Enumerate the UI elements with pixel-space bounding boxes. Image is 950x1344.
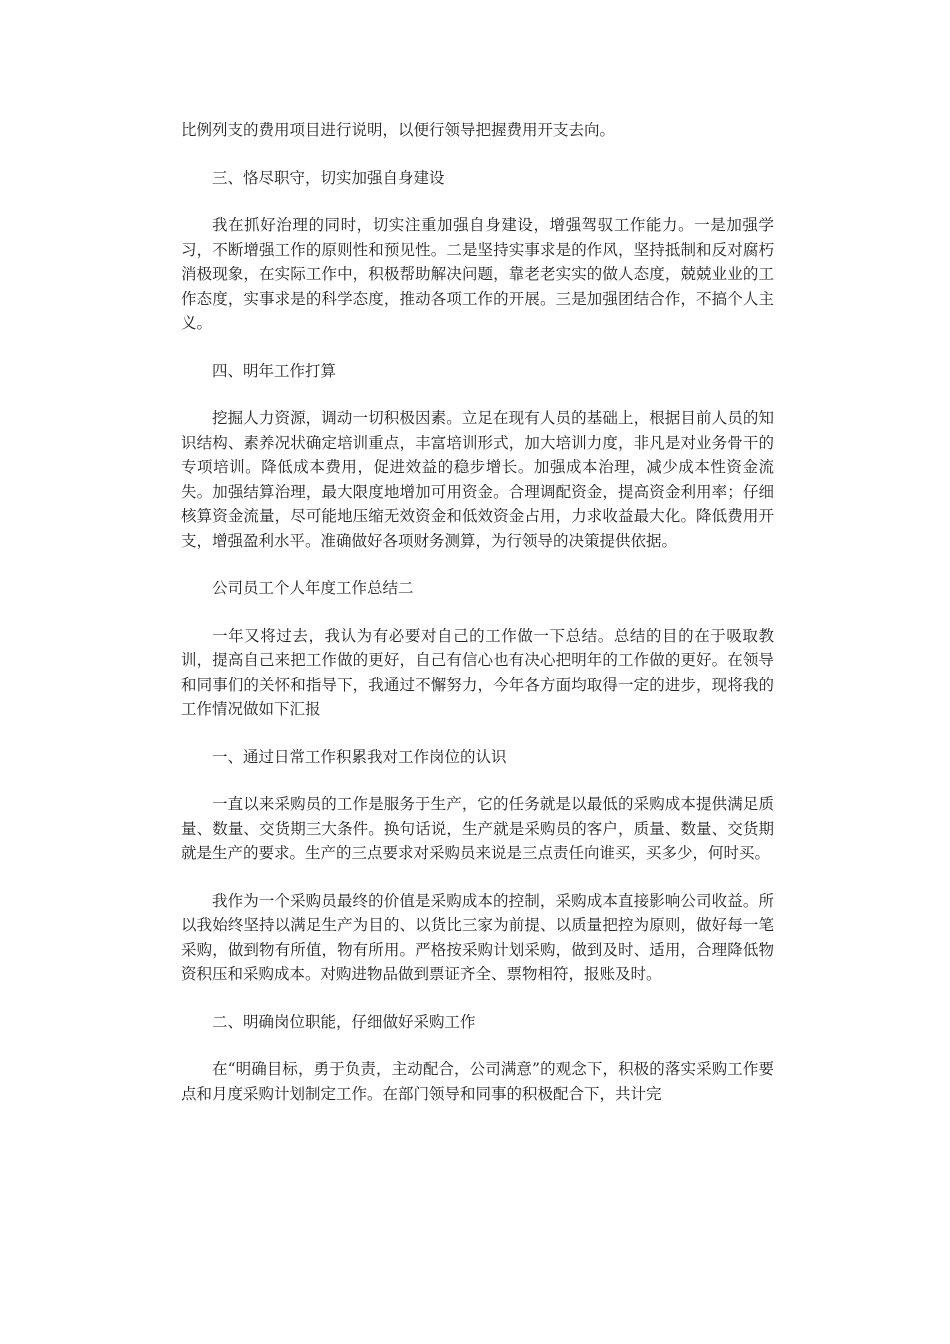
heading-next-year-plan: 四、明年工作打算 [212, 361, 337, 380]
heading-self-building: 三、恪尽职守，切实加强自身建设 [212, 168, 445, 187]
heading-job-function: 二、明确岗位职能，仔细做好采购工作 [212, 1012, 476, 1031]
paragraph-expense-note: 比例列支的费用项目进行说明，以便行领导把握费用开支去向。 [181, 121, 616, 139]
paragraph-purchasing-role: 一直以来采购员的工作是服务于生产，它的任务就是以最低的采购成本提供满足质量、数量、交货期三大条件。换句话说，生产就是采购员的客户，质量、数量、交货期就是生产的要求。生产的三点要求对采购员来说是三点责任向谁买，买多少，何时买。 [181, 795, 774, 862]
paragraph-job-function: 在“明确目标，勇于负责，主动配合，公司满意”的观念下，积极的落实采购工作要点和月度采购计划制定工作。在部门领导和同事的积极配合下，共计完 [181, 1060, 774, 1103]
paragraph-next-year-plan: 挖掘人力资源，调动一切积极因素。立足在现有人员的基础上，根据目前人员的知识结构、素养况状确定培训重点，丰富培训形式，加大培训力度，非凡是对业务骨干的专项培训。降低成本费用，促进效益的稳步增长。加强成本治理，减少成本性资金流失。加强结算治理，最大限度地增加可用资金。合理调配资金，提高资金利用率；仔细核算资金流量，尽可能地压缩无效资金和低效资金占用，力求收益最大化。降低费用开支，增强盈利水平。准确做好各项财务测算，为行领导的决策提供依据。 [181, 409, 774, 550]
paragraph-summary-intro: 一年又将过去，我认为有必要对自己的工作做一下总结。总结的目的在于吸取教训，提高自己来把工作做的更好，自己有信心也有决心把明年的工作做的更好。在领导和同事们的关怀和指导下，我通过不懈努力，今年各方面均取得一定的进步，现将我的工作情况做如下汇报 [181, 626, 774, 718]
document-body [181, 118, 774, 1129]
paragraph-self-building: 我在抓好治理的同时，切实注重加强自身建设，增强驾驭工作能力。一是加强学习，不断增强工作的原则性和预见性。二是坚持实事求是的作风，坚持抵制和反对腐朽消极现象，在实际工作中，积极帮助解决问题，靠老老实实的做人态度，兢兢业业的工作态度，实事求是的科学态度，推动各项工作的开展。三是加强团结合作，不搞个人主义。 [181, 216, 774, 332]
heading-job-understanding: 一、通过日常工作积累我对工作岗位的认识 [212, 747, 507, 766]
paragraph-cost-control: 我作为一个采购员最终的价值是采购成本的控制，采购成本直接影响公司收益。所以我始终坚持以满足生产为目的、以货比三家为前提、以质量把控为原则，做好每一笔采购，做到物有所值，物有所用。严格按采购计划采购，做到及时、适用，合理降低物资积压和采购成本。对购进物品做到票证齐全、票物相符，报账及时。 [181, 891, 774, 983]
heading-summary-two: 公司员工个人年度工作总结二 [212, 579, 414, 597]
